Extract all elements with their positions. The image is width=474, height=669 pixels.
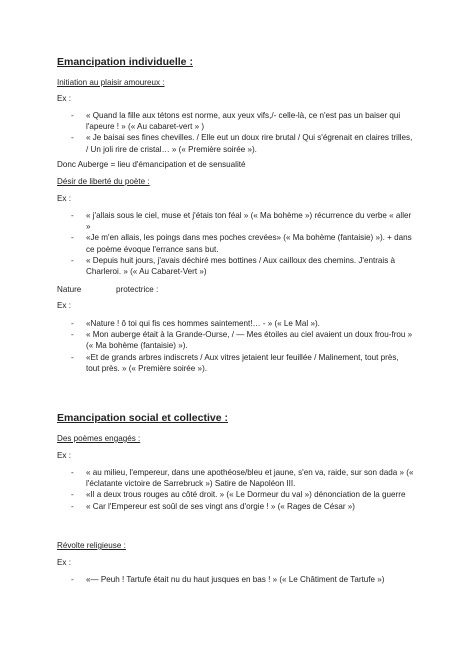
list-item: - « j'allais sous le ciel, muse et j'étais ton féal » (« Ma bohème ») récurrence du verbe « aller » [71, 211, 412, 232]
list-item: - «Il a deux trous rouges au côté droit. » (« Le Dormeur du val ») dénonciation de la guerre [71, 490, 406, 500]
quote-list [0, 210, 414, 277]
list-item: - «— Peuh ! Tartufe était nu du haut jusques en bas ! » (« Le Châtiment de Tartufe ») [71, 575, 385, 584]
bullet-dash: - [71, 575, 74, 584]
quote-list [0, 467, 414, 512]
list-item: - « Mon auberge était à la Grande-Ourse, / — Mes étoiles au ciel avaient un doux frou-frou » (« Ma bohème (fantaisie) »). [71, 330, 413, 351]
list-item: - «Je m'en allais, les poings dans mes poches crevées» (« Ma bohème (fantaisie) »). + dans ce poème évoque l'errance sans but. [71, 233, 412, 254]
quote-list [0, 318, 414, 374]
example-label: Ex : [57, 94, 71, 103]
subheading: Révolte religieuse : [57, 541, 126, 550]
list-item: - «Nature ! ô toi qui fis ces hommes saintement!… - » (« Le Mal »). [71, 319, 320, 328]
quote-list [0, 110, 414, 155]
section-title: Emancipation social et collective : [57, 412, 228, 424]
bullet-dash: - [71, 111, 74, 120]
bullet-dash: - [71, 490, 74, 500]
list-item: - « Quand la fille aux tétons est norme, aux yeux vifs,/- celle-là, ce n'est pas un baiser qui l'apeure ! » (« Au cabaret-vert » ) [71, 111, 401, 132]
subheading-nature: Nature [57, 285, 82, 294]
quote-list [0, 574, 414, 585]
example-label: Ex : [57, 451, 71, 460]
bullet-dash: - [71, 330, 74, 340]
list-item: - « Depuis huit jours, j'avais déchiré mes bottines / Aux cailloux des chemins. J'entrais à Charleroi. » (« Au Cabaret-Vert ») [71, 255, 396, 277]
example-label: Ex : [57, 301, 71, 310]
bullet-dash: - [71, 501, 74, 511]
subheading: Désir de liberté du poète : [57, 177, 150, 186]
example-label: Ex : [57, 194, 71, 203]
example-label: Ex : [57, 558, 71, 567]
bullet-dash: - [71, 233, 74, 243]
list-item: - «Et de grands arbres indiscrets / Aux vitres jetaient leur feuillée / Malinement, tout près, tout près. » (« Première soirée »). [71, 352, 399, 373]
list-item: - « au milieu, l'empereur, dans une apothéose/bleu et jaune, s'en va, raide, sur son dada » (« l'éclatante victoire de Sarrebruck ») Satire de Napoléon III. [71, 468, 414, 489]
subheading-protectrice: protectrice : [116, 285, 159, 294]
subheading: Des poèmes engagés : [57, 434, 141, 443]
list-item: - « Car l'Empereur est soûl de ses vingt ans d'orgie ! » (« Rages de César ») [71, 501, 355, 511]
section-title: Emancipation individuelle : [57, 56, 193, 68]
paragraph: Donc Auberge = lieu d'émancipation et de sensualité [57, 160, 246, 169]
bullet-dash: - [71, 133, 74, 143]
bullet-dash: - [71, 468, 74, 477]
list-item: - « Je baisai ses fines chevilles. / Elle eut un doux rire brutal / Qui s'égrenait en claires trilles, / Un joli rire de cristal… » (« Première soirée »). [71, 133, 413, 154]
bullet-dash: - [71, 211, 74, 220]
subheading: Initiation au plaisir amoureux : [57, 78, 165, 87]
bullet-dash: - [71, 352, 74, 362]
bullet-dash: - [71, 319, 74, 328]
bullet-dash: - [71, 255, 74, 265]
